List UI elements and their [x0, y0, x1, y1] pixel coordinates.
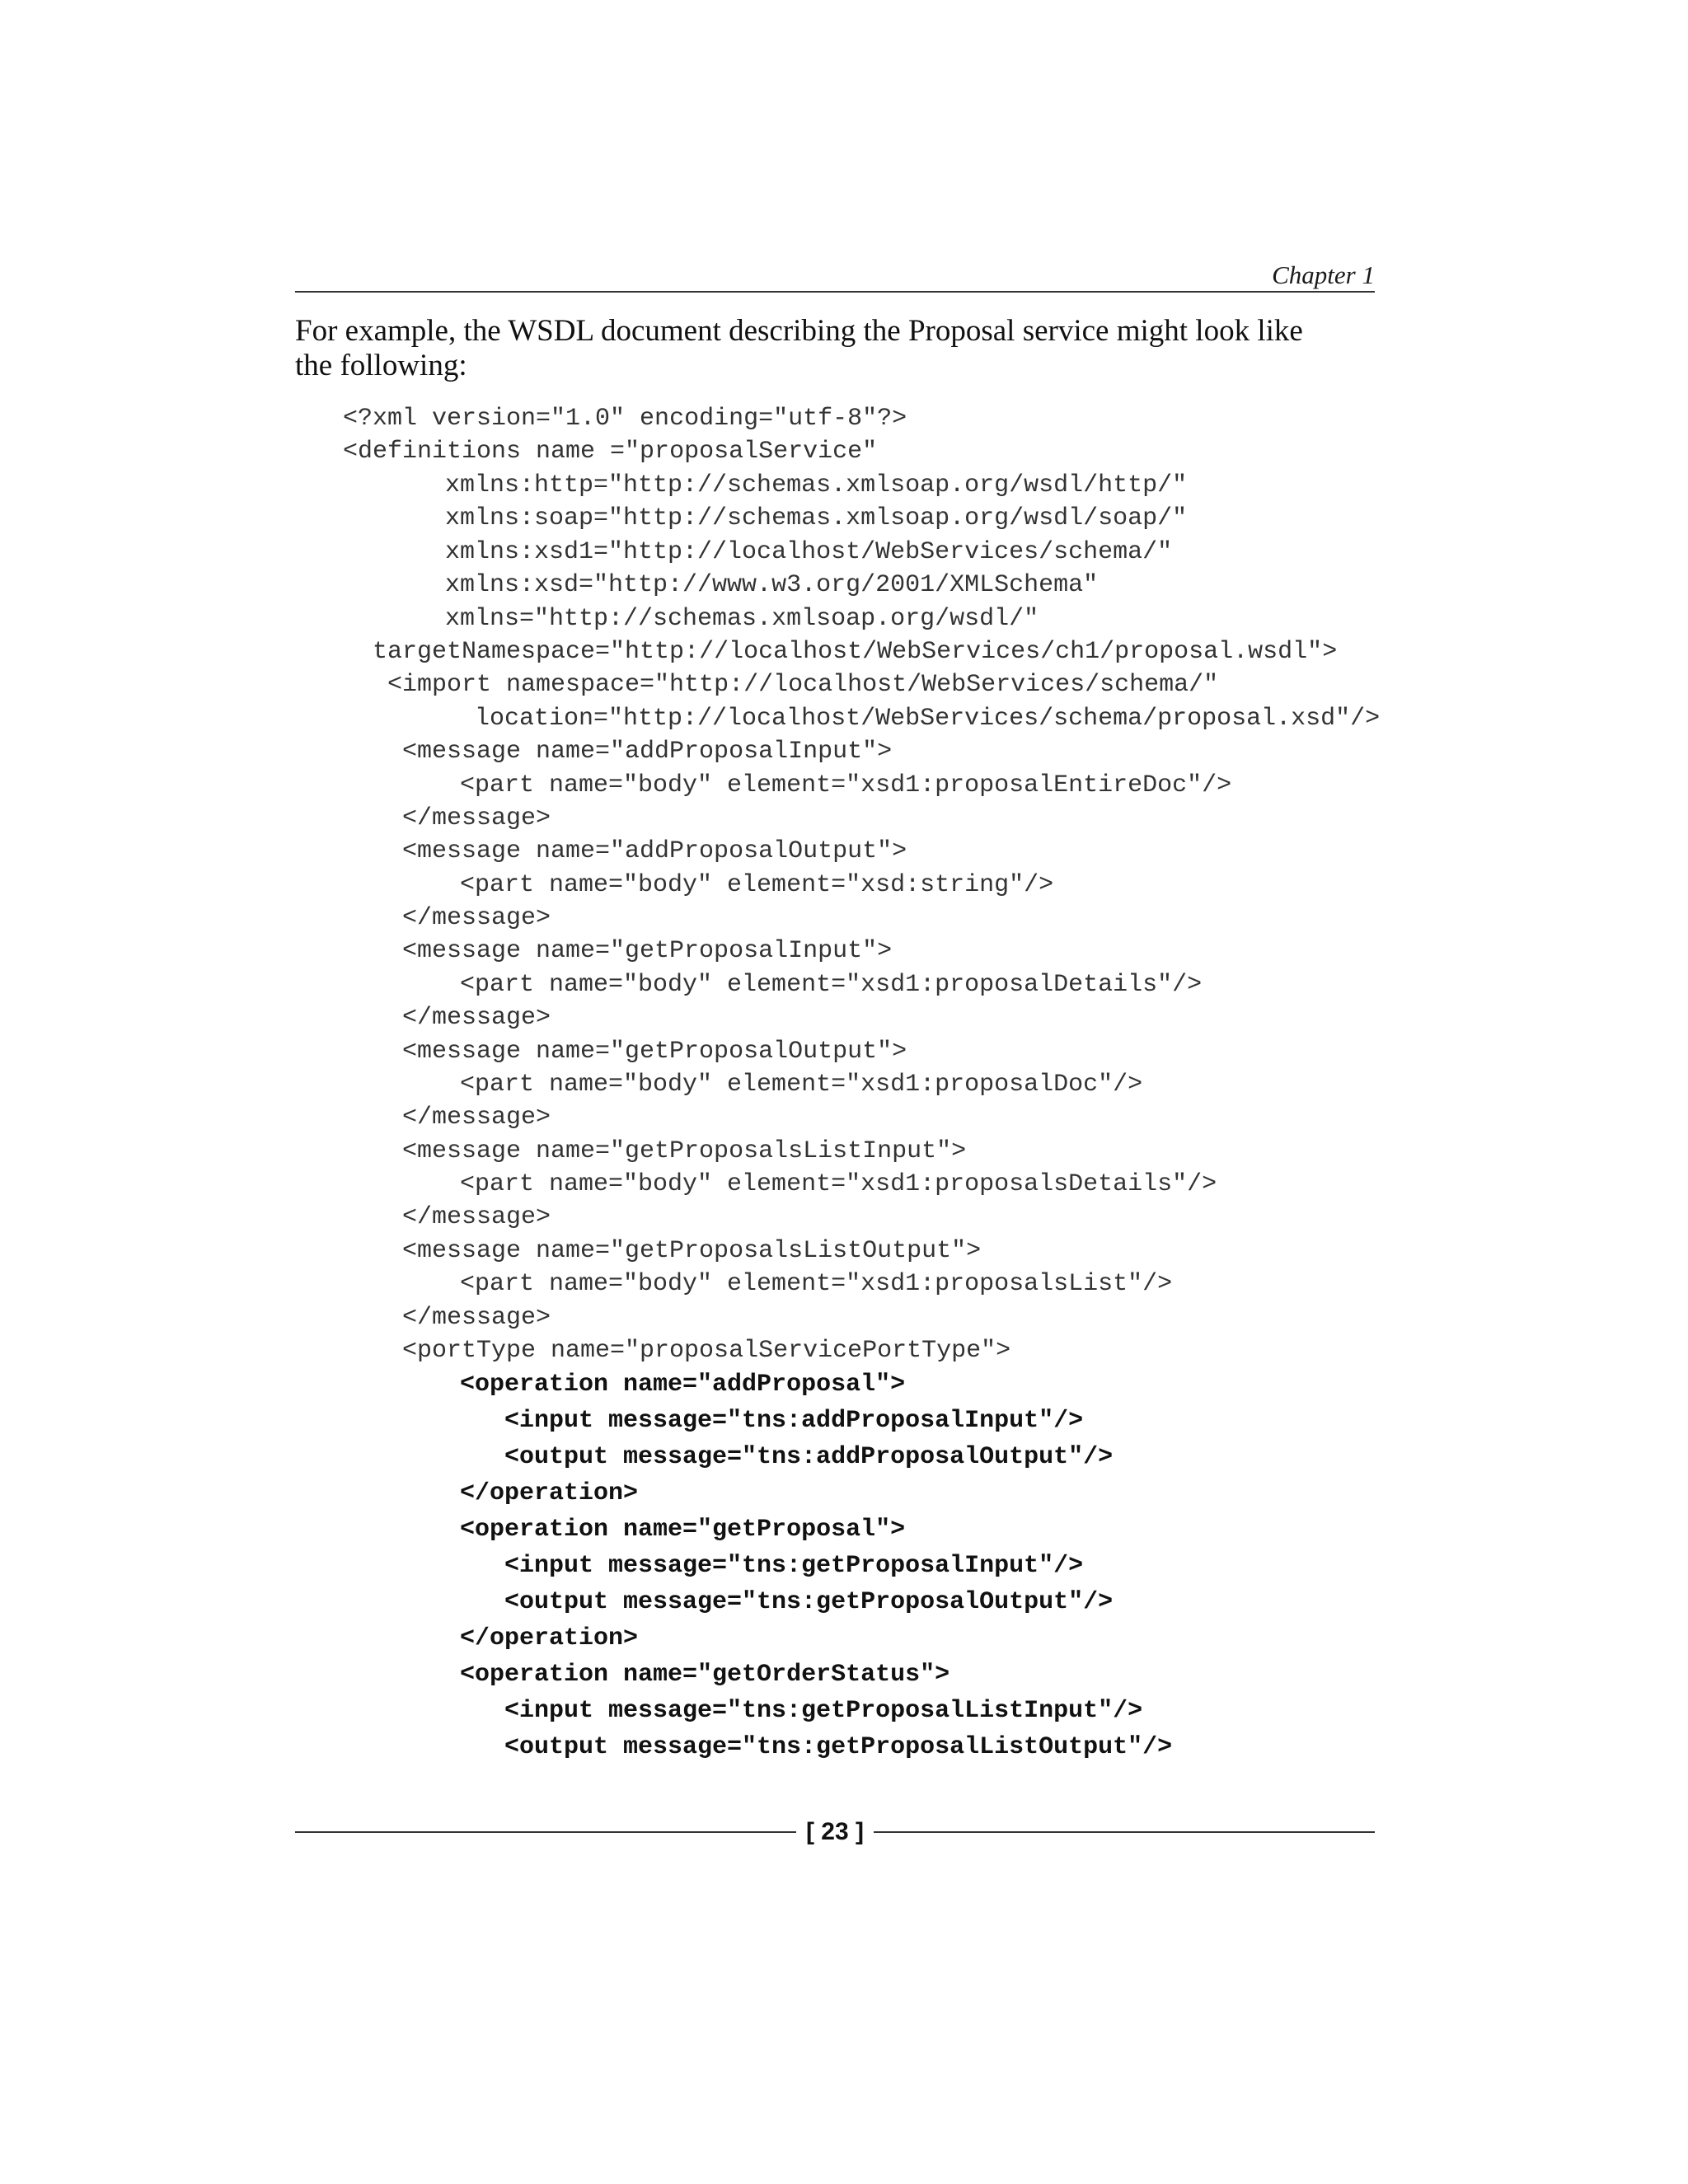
code-line: <message name="getProposalOutput"> — [402, 1038, 907, 1066]
code-line: xmlns:http="http://schemas.xmlsoap.org/wsdl/http/" — [445, 471, 1188, 499]
code-line: targetNamespace="http://localhost/WebServices/ch1/proposal.wsdl"> — [373, 638, 1338, 666]
code-line: </message> — [402, 1203, 551, 1231]
code-line: <message name="getProposalsListInput"> — [402, 1137, 967, 1165]
code-line: <part name="body" element="xsd1:proposalDetails"/> — [460, 971, 1203, 999]
code-line: <operation name="getOrderStatus"> — [460, 1661, 950, 1689]
code-line: xmlns:xsd1="http://localhost/WebServices/schema/" — [445, 538, 1173, 566]
code-line: <message name="getProposalsListOutput"> — [402, 1237, 982, 1265]
code-line: <part name="body" element="xsd1:proposalsList"/> — [460, 1270, 1173, 1298]
code-line: </operation> — [460, 1479, 639, 1507]
footer-rule-left — [295, 1831, 796, 1833]
code-line: <import namespace="http://localhost/WebServices/schema/" — [387, 671, 1219, 699]
code-line: xmlns:soap="http://schemas.xmlsoap.org/wsdl/soap/" — [445, 504, 1188, 532]
code-line: <operation name="getProposal"> — [460, 1516, 906, 1544]
header-rule — [295, 291, 1375, 293]
code-line: <part name="body" element="xsd:string"/> — [460, 871, 1054, 899]
intro-line: For example, the WSDL document describing the Proposal service might look like — [295, 314, 1303, 348]
page-footer — [295, 1816, 1375, 1849]
code-line: <portType name="proposalServicePortType"> — [402, 1337, 1011, 1365]
code-line: <message name="addProposalInput"> — [402, 738, 893, 766]
running-head: Chapter 1 — [1272, 260, 1375, 289]
code-line: <output message="tns:getProposalListOutput"/> — [504, 1733, 1173, 1761]
page-number: [ 23 ] — [805, 1818, 865, 1845]
code-line: <input message="tns:getProposalListInput"/> — [504, 1697, 1143, 1725]
code-line: <part name="body" element="xsd1:proposalDoc"/> — [460, 1071, 1143, 1099]
code-line: <?xml version="1.0" encoding="utf-8"?> — [343, 405, 907, 433]
code-line: <operation name="addProposal"> — [460, 1371, 906, 1399]
intro-paragraph — [295, 314, 1375, 383]
code-line: </message> — [402, 1304, 551, 1332]
code-line: </message> — [402, 904, 551, 932]
code-line: </message> — [402, 1004, 551, 1032]
code-line: <input message="tns:getProposalInput"/> — [504, 1552, 1084, 1580]
code-line: <output message="tns:addProposalOutput"/> — [504, 1443, 1114, 1471]
code-line: xmlns:xsd="http://www.w3.org/2001/XMLSchema" — [445, 571, 1099, 599]
code-line: <definitions name ="proposalService" — [343, 438, 878, 466]
code-line: location="http://localhost/WebServices/schema/proposal.xsd"/> — [475, 705, 1381, 733]
code-line: <input message="tns:addProposalInput"/> — [504, 1407, 1084, 1435]
code-line: xmlns="http://schemas.xmlsoap.org/wsdl/" — [445, 605, 1039, 633]
code-line: <message name="getProposalInput"> — [402, 937, 893, 965]
intro-line: the following: — [295, 349, 467, 382]
code-line: <message name="addProposalOutput"> — [402, 837, 907, 865]
code-line: <part name="body" element="xsd1:proposalEntireDoc"/> — [460, 771, 1232, 799]
code-line: <output message="tns:getProposalOutput"/> — [504, 1588, 1114, 1616]
code-line: </message> — [402, 804, 551, 832]
code-line: </message> — [402, 1104, 551, 1132]
footer-rule-right — [874, 1831, 1375, 1833]
code-line: <part name="body" element="xsd1:proposalsDetails"/> — [460, 1170, 1217, 1198]
code-line: </operation> — [460, 1624, 639, 1652]
